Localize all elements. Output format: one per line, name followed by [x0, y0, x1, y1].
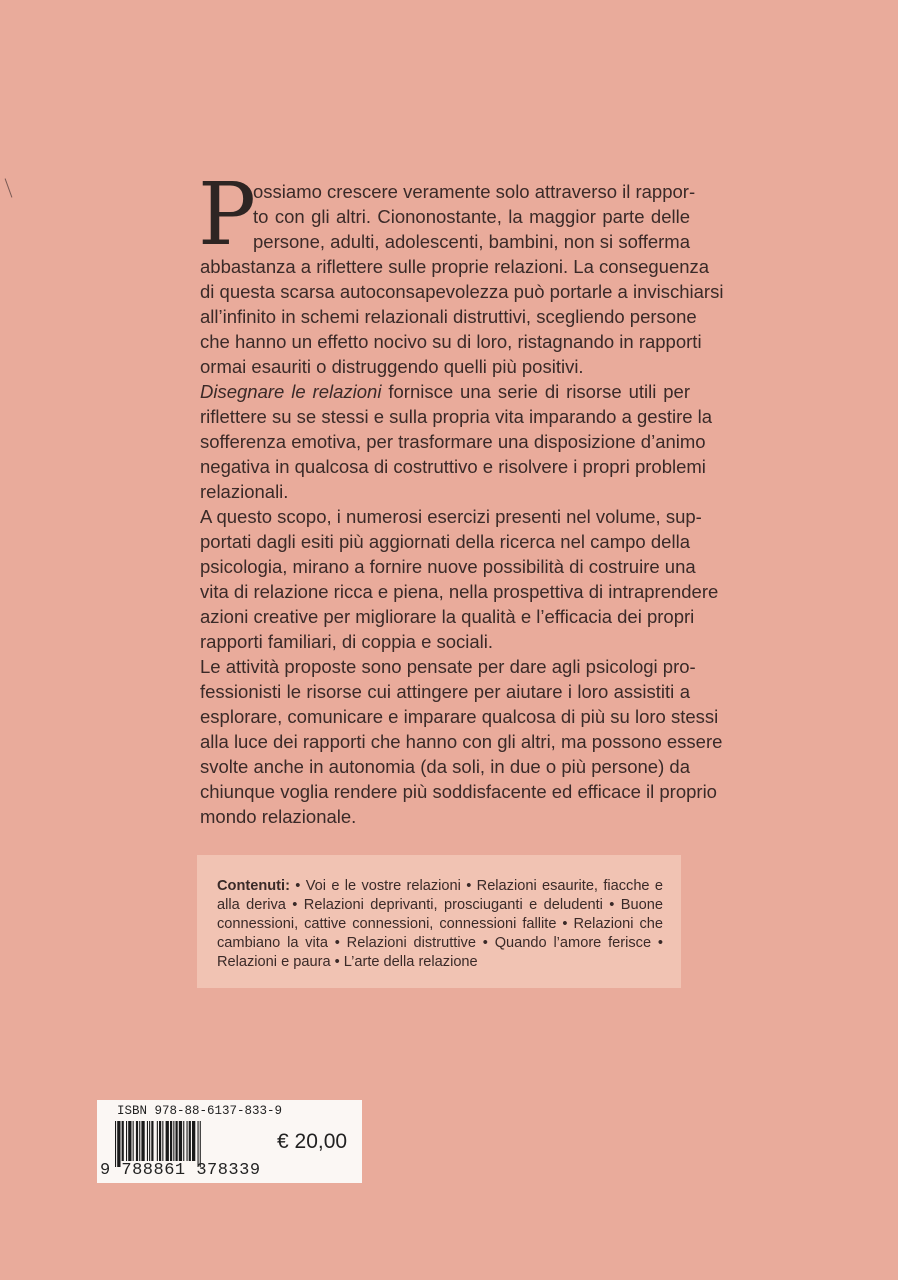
text-line — [200, 804, 690, 829]
text-line — [200, 279, 724, 304]
barcode-label — [97, 1100, 362, 1183]
text-line — [200, 204, 690, 229]
contents-text: Relazioni e paura • L’arte della relazione — [217, 954, 478, 970]
price: € 20,00 — [277, 1130, 348, 1153]
text-line — [200, 654, 696, 679]
barcode-bar — [147, 1121, 148, 1161]
barcode-bar — [139, 1121, 140, 1161]
line-text: di questa scarsa autoconsapevolezza può portarle a invischiarsi — [200, 281, 724, 302]
line-text: negativa in qualcosa di costruttivo e risolvere i propri problemi — [200, 456, 706, 477]
barcode-bar — [157, 1121, 158, 1161]
barcode-bar — [189, 1121, 191, 1161]
line-text: psicologia, mirano a fornire nuove possibilità di costruire una — [200, 556, 696, 577]
text-line — [200, 429, 706, 454]
text-line — [200, 404, 713, 429]
line-text: rapporti familiari, di coppia e sociali. — [200, 631, 494, 652]
text-line — [200, 679, 690, 704]
barcode-bar — [151, 1121, 153, 1161]
drop-cap: P — [198, 165, 256, 265]
line-text: A questo scopo, i numerosi esercizi presenti nel volume, sup- — [200, 506, 702, 527]
text-line — [200, 479, 690, 504]
text-line — [200, 304, 697, 329]
contents-box — [197, 855, 681, 988]
text-line — [200, 504, 702, 529]
line-text: azioni creative per migliorare la qualità e l’efficacia dei propri — [200, 606, 695, 627]
line-text: Le attività proposte sono pensate per dare agli psicologi pro- — [200, 656, 696, 677]
line-text: portati dagli esiti più aggiornati della ricerca nel campo della — [200, 531, 690, 552]
contents-line — [217, 877, 663, 896]
line-text: vita di relazione ricca e piena, nella prospettiva di intraprendere — [200, 581, 719, 602]
text-line — [200, 179, 696, 204]
line-text: to con gli altri. Ciononostante, la maggior parte delle — [253, 206, 690, 227]
contents-line — [217, 934, 663, 953]
barcode-bar — [183, 1121, 184, 1161]
text-line — [200, 454, 706, 479]
text-line — [200, 754, 690, 779]
line-text: fessionisti le risorse cui attingere per aiutare i loro assistiti a — [200, 681, 690, 702]
contents-text: alla deriva • Relazioni deprivanti, prosciuganti e deludenti • Buone — [217, 897, 663, 913]
line-text: chiunque voglia rendere più soddisfacente ed efficace il proprio — [200, 781, 717, 802]
barcode-bar — [126, 1121, 127, 1161]
barcode-bar — [166, 1121, 169, 1161]
line-text: fornisce una serie di risorse utili per — [381, 381, 690, 402]
line-text: mondo relazionale. — [200, 806, 357, 827]
barcode-bar — [173, 1121, 174, 1161]
contents-text: connessioni, cattive connessioni, connessioni fallite • Relazioni che — [217, 916, 663, 932]
contents-text: cambiano la vita • Relazioni distruttive • Quando l’amore ferisce • — [217, 935, 663, 951]
blurb-text — [200, 179, 724, 829]
line-text: ormai esauriti o distruggendo quelli più positivi. — [200, 356, 584, 377]
text-line — [200, 604, 695, 629]
line-text: riflettere su se stessi e sulla propria vita imparando a gestire la — [200, 406, 713, 427]
text-line — [200, 554, 696, 579]
barcode-digits: 9 788861 378339 — [100, 1161, 261, 1180]
barcode-bar — [179, 1121, 182, 1161]
scan-mark — [5, 178, 13, 197]
line-text: relazionali. — [200, 481, 289, 502]
text-line — [200, 629, 690, 654]
contents-line — [217, 915, 663, 934]
text-line — [200, 229, 690, 254]
barcode-bar — [136, 1121, 138, 1161]
barcode-bar — [133, 1121, 134, 1161]
text-line — [200, 329, 702, 354]
contents-list — [217, 877, 663, 972]
line-text: che hanno un effetto nocivo su di loro, ristagnando in rapporti — [200, 331, 702, 352]
contents-text: • Voi e le vostre relazioni • Relazioni esaurite, fiacche e — [289, 878, 663, 894]
barcode-bar — [192, 1121, 195, 1161]
text-line — [200, 729, 723, 754]
text-line — [200, 254, 710, 279]
barcode-bar — [176, 1121, 178, 1161]
barcode-bar — [141, 1121, 144, 1161]
barcode-bar — [159, 1121, 161, 1161]
line-text: sofferenza emotiva, per trasformare una disposizione d’animo — [200, 431, 706, 452]
barcode-bar — [122, 1121, 124, 1161]
text-line — [200, 529, 690, 554]
barcode-bar — [170, 1121, 172, 1161]
line-text: esplorare, comunicare e imparare qualcosa di più su loro stessi — [200, 706, 719, 727]
text-line — [200, 579, 719, 604]
line-text: ossiamo crescere veramente solo attraverso il rappor- — [253, 181, 696, 202]
contents-label: Contenuti: — [217, 878, 290, 894]
line-text: all’infinito in schemi relazionali distruttivi, scegliendo persone — [200, 306, 697, 327]
book-title: Disegnare le relazioni — [200, 381, 382, 402]
contents-line — [217, 953, 663, 972]
line-text: persone, adulti, adolescenti, bambini, non si sofferma — [253, 231, 690, 252]
text-line — [200, 379, 690, 404]
text-line — [200, 354, 690, 379]
text-line — [200, 704, 719, 729]
barcode-bar — [128, 1121, 131, 1161]
line-text: svolte anche in autonomia (da soli, in due o più persone) da — [200, 756, 690, 777]
barcode-bar — [187, 1121, 188, 1161]
line-text: abbastanza a riflettere sulle proprie relazioni. La conseguenza — [200, 256, 710, 277]
line-text: alla luce dei rapporti che hanno con gli altri, ma possono essere — [200, 731, 723, 752]
barcode-bar — [162, 1121, 163, 1161]
text-line — [200, 779, 717, 804]
isbn-text: ISBN 978-88-6137-833-9 — [117, 1104, 283, 1118]
barcode-bar — [149, 1121, 150, 1161]
contents-line — [217, 896, 663, 915]
